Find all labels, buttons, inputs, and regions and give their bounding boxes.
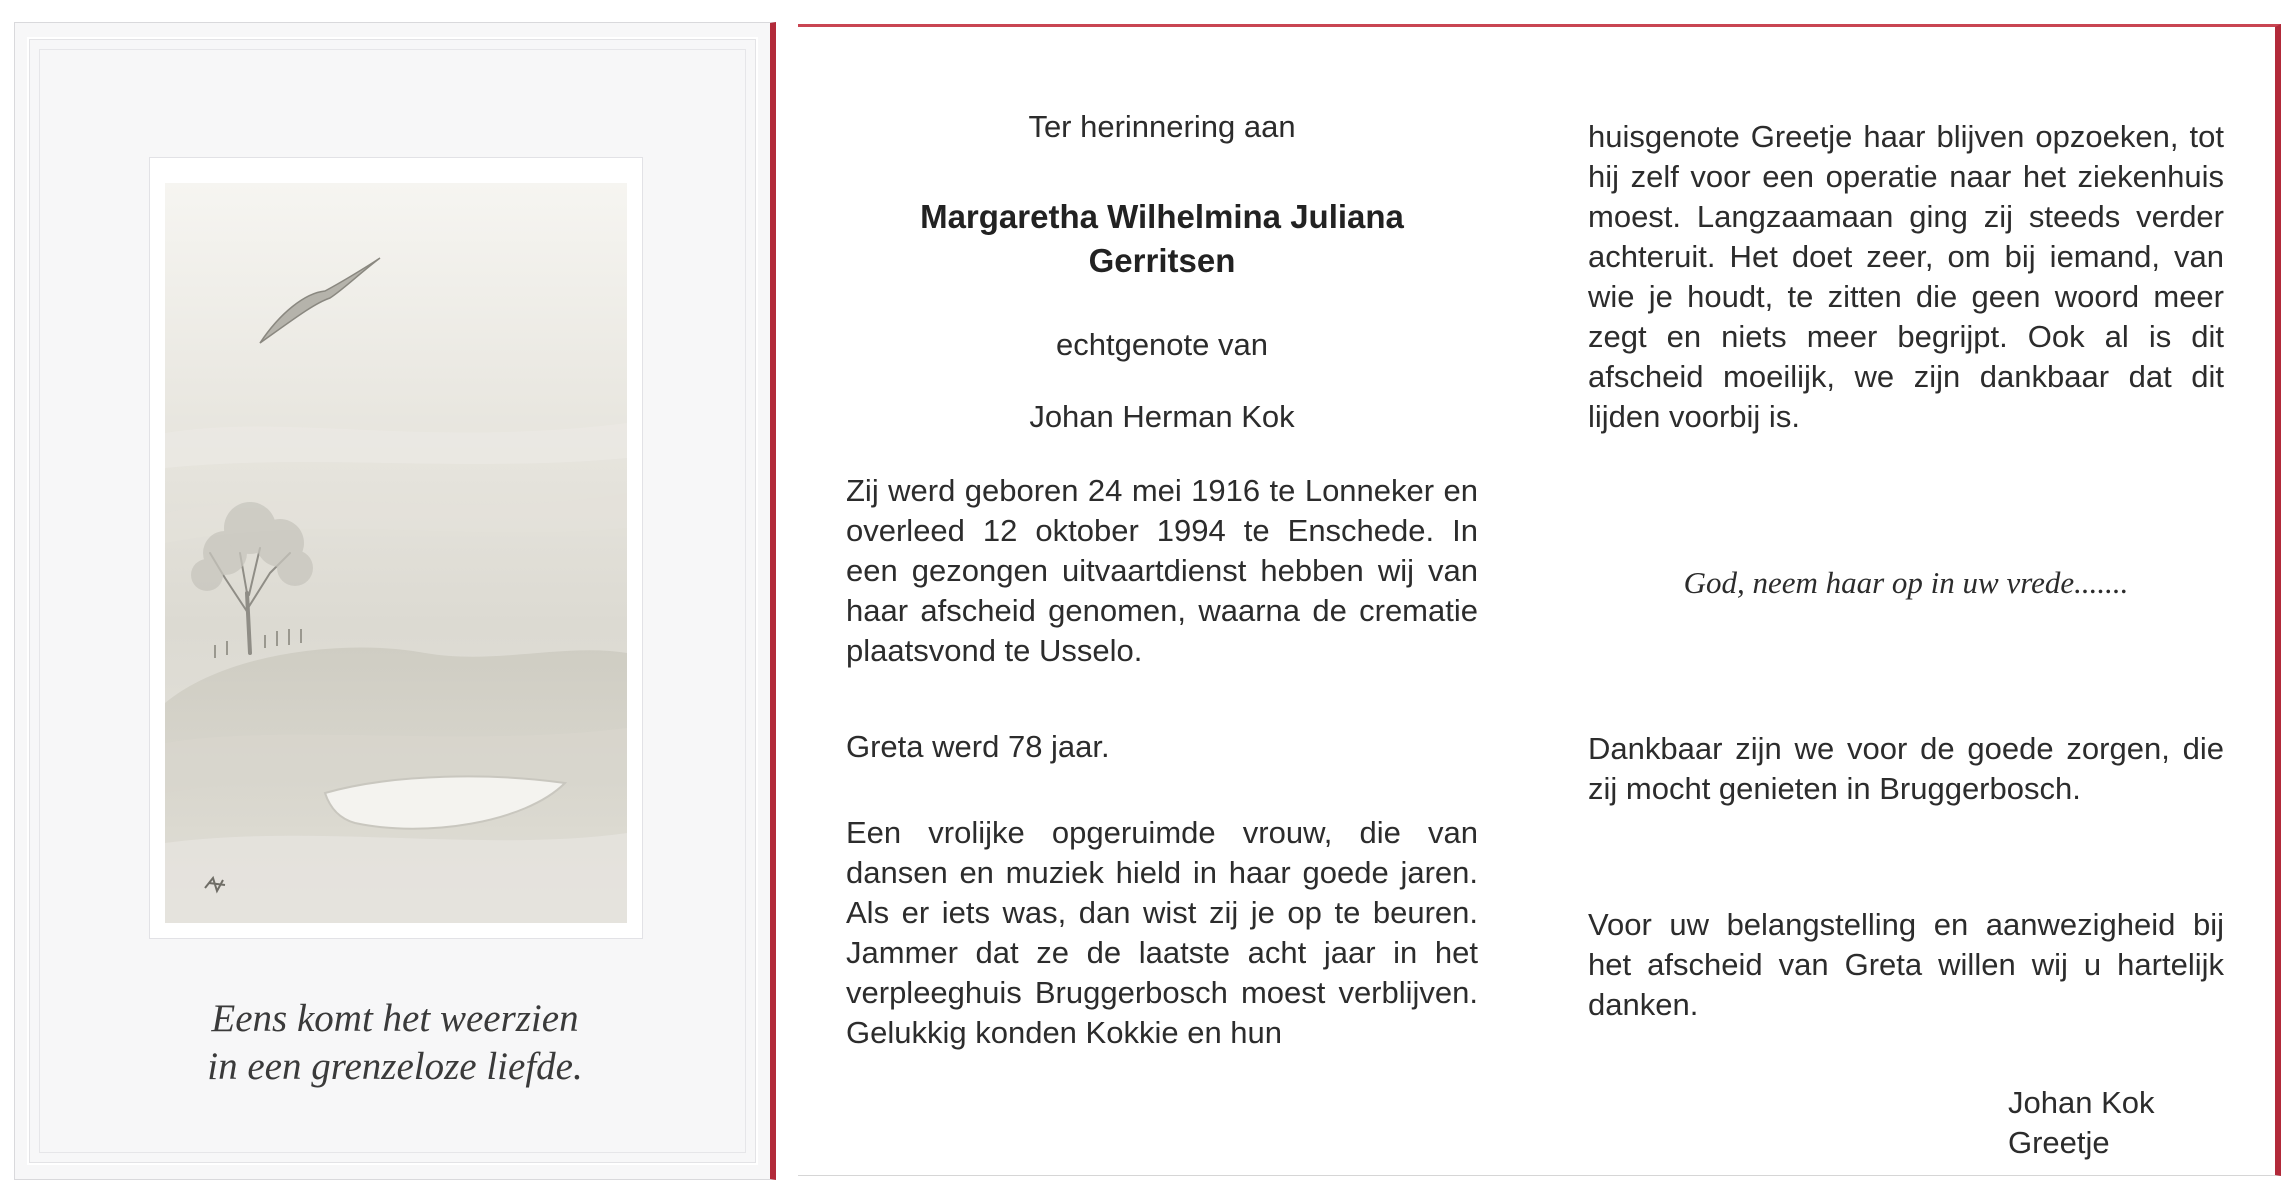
prayer-text: God, neem haar op in uw vrede.......: [1683, 565, 2129, 600]
tribute-paragraph: Een vrolijke opgeruimde vrouw, die van dansen en muziek hield in haar goede jaren. Als er iets was, dan wist zij je op te beuren. Jammer dat ze de laatste acht jaar in het verpleeghuis Bruggerbosch moest verblijven. Gelukkig konden Kokkie en hun: [846, 815, 1478, 1050]
verse-line: in een grenzeloze liefde.: [207, 1045, 583, 1088]
deceased-name-line2: Gerritsen: [1088, 242, 1236, 279]
verse: [155, 995, 635, 1091]
bio-paragraph: Zij werd geboren 24 mei 1916 te Lonneker en overleed 12 oktober 1994 te Enschede. In een gezongen uitvaartdienst hebben wij van haar afscheid genomen, waarna de crematie plaatsvond te Usselo.: [846, 473, 1478, 668]
landscape-illustration: [165, 183, 627, 923]
signoff-name: Johan Kok: [2008, 1085, 2155, 1120]
memorial-card-front: [14, 22, 776, 1180]
deceased-name-line1: Margaretha Wilhelmina Juliana: [920, 198, 1404, 235]
spouse-name: Johan Herman Kok: [1029, 399, 1295, 434]
signoff: [2008, 1083, 2224, 1163]
left-column: [846, 107, 1478, 1053]
age-text: Greta werd 78 jaar.: [846, 729, 1110, 764]
signoff-name: Greetje: [2008, 1125, 2110, 1160]
gratitude-paragraph: Dankbaar zijn we voor de goede zorgen, die zij mocht genieten in Bruggerbosch.: [1588, 731, 2224, 806]
right-column: [1588, 117, 2224, 1163]
thanks-paragraph: Voor uw belangstelling en aanwezigheid bij het afscheid van Greta willen wij u hartelijk danken.: [1588, 907, 2224, 1022]
landscape-drawing: [165, 183, 627, 923]
continuation-paragraph: huisgenote Greetje haar blijven opzoeken, tot hij zelf voor een operatie naar het ziekenhuis moest. Langzaamaan ging zij steeds verder achteruit. Het doet zeer, om bij iemand, van wie je houdt, te zitten die geen woord meer zegt en niets meer begrijpt. Ook al is dit afscheid moeilijk, we zijn dankbaar dat dit lijden voorbij is.: [1588, 119, 2224, 434]
verse-line: Eens komt het weerzien: [211, 997, 579, 1040]
memorial-card-inside: [798, 24, 2281, 1176]
intro-text: Ter herinnering aan: [1028, 109, 1296, 144]
spouse-label: echtgenote van: [1055, 327, 1268, 362]
